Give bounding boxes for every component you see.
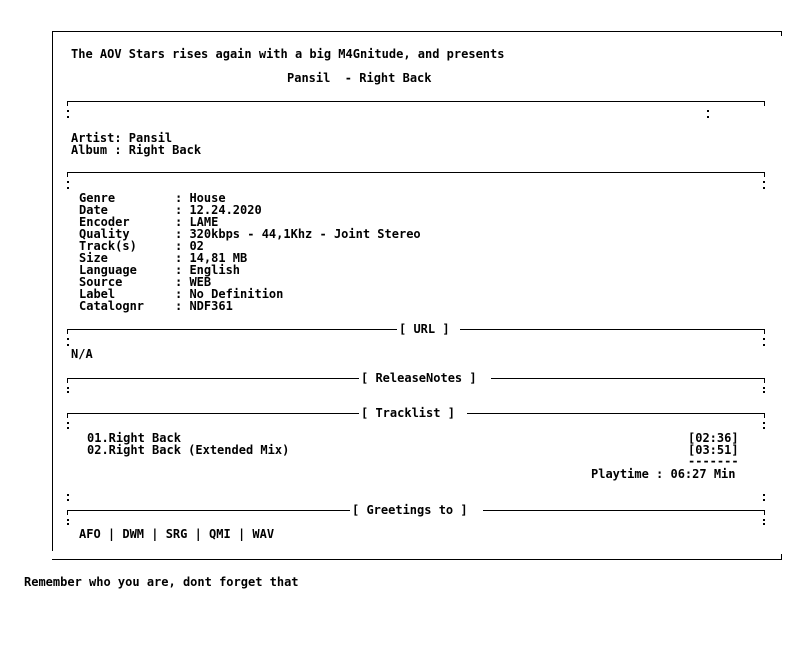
section-rule (483, 510, 765, 511)
frame-bottom-right-tick (781, 554, 782, 559)
detail-key: Catalognr (79, 299, 145, 313)
rule-right-tick (764, 510, 765, 515)
section-rule (67, 101, 765, 102)
rule-left-tick (67, 101, 68, 106)
detail-key: Label (79, 287, 116, 301)
detail-key: Genre (79, 191, 116, 205)
rule-left-tick (67, 413, 68, 418)
tracklist-heading: [ Tracklist ] (361, 406, 455, 420)
detail-key: Source (79, 275, 123, 289)
track-duration: [03:51] (688, 443, 739, 457)
detail-key: Date (79, 203, 108, 217)
rule-right-tick (764, 172, 765, 177)
greetings-groups: AFO | DWM | SRG | QMI | WAV (79, 527, 275, 541)
rule-left-tick (67, 329, 68, 334)
colon-dot (707, 116, 709, 118)
colon-dot (763, 391, 765, 393)
colon-dot (763, 344, 765, 346)
detail-value-text: 14,81 MB (189, 251, 248, 265)
rule-right-tick (764, 413, 765, 418)
detail-value: : LAME (175, 215, 219, 229)
detail-value: : WEB (175, 275, 212, 289)
colon-dot (763, 387, 765, 389)
colon-dot (763, 187, 765, 189)
detail-value: : English (175, 263, 241, 277)
colon-dot (67, 499, 69, 501)
colon-dot (707, 110, 709, 112)
colon-dot (763, 181, 765, 183)
section-rule (67, 413, 359, 414)
duration-rule: ------- (688, 454, 739, 468)
rule-left-tick (67, 378, 68, 383)
section-rule (67, 172, 765, 173)
colon-dot (763, 338, 765, 340)
detail-value: : 02 (175, 239, 204, 253)
url-heading: [ URL ] (399, 322, 450, 336)
detail-key: Encoder (79, 215, 130, 229)
colon-dot (763, 523, 765, 525)
detail-value: : NDF361 (175, 299, 233, 313)
playtime-total: Playtime : 06:27 Min (591, 467, 736, 481)
section-rule (460, 329, 765, 330)
url-value: N/A (71, 347, 93, 361)
detail-value-text: WEB (189, 275, 212, 289)
rule-right-tick (764, 329, 765, 334)
colon-dot (67, 523, 69, 525)
colon-dot (67, 427, 69, 429)
colon-dot (763, 519, 765, 521)
detail-value: : House (175, 191, 226, 205)
rule-right-tick (764, 101, 765, 106)
detail-value-text: 320kbps - 44,1Khz - Joint Stereo (189, 227, 421, 241)
section-rule (67, 378, 359, 379)
colon-dot (763, 499, 765, 501)
detail-value-text: 02 (189, 239, 204, 253)
colon-dot (763, 422, 765, 424)
detail-value: : 320kbps - 44,1Khz - Joint Stereo (175, 227, 421, 241)
frame-top-right-tick (781, 31, 782, 36)
release-title: Pansil - Right Back (287, 71, 432, 85)
colon-dot (67, 187, 69, 189)
detail-key: Quality (79, 227, 130, 241)
colon-dot (763, 427, 765, 429)
detail-value: : No Definition (175, 287, 284, 301)
greetings-heading: [ Greetings to ] (352, 503, 468, 517)
colon-dot (67, 338, 69, 340)
frame-bottom-rule (52, 559, 782, 560)
detail-key: Language (79, 263, 137, 277)
detail-value-text: 12.24.2020 (189, 203, 262, 217)
rule-left-tick (67, 172, 68, 177)
frame-top-rule (52, 31, 782, 32)
colon-dot (67, 181, 69, 183)
track-title: 01.Right Back (87, 431, 181, 445)
colon-dot (67, 519, 69, 521)
detail-value: : 12.24.2020 (175, 203, 262, 217)
colon-dot (67, 344, 69, 346)
rule-right-tick (764, 378, 765, 383)
release-notes-heading: [ ReleaseNotes ] (361, 371, 477, 385)
rule-left-tick (67, 510, 68, 515)
intro-line: The AOV Stars rises again with a big M4Gnitude, and presents (71, 47, 505, 61)
detail-value-text: House (189, 191, 226, 205)
track-title: 02.Right Back (Extended Mix) (87, 443, 290, 457)
artist-line: Artist: Pansil (71, 131, 173, 145)
colon-dot (67, 387, 69, 389)
track-duration: [02:36] (688, 431, 739, 445)
section-rule (67, 510, 350, 511)
section-rule (467, 413, 765, 414)
colon-dot (67, 116, 69, 118)
detail-key: Track(s) (79, 239, 137, 253)
detail-value-text: No Definition (189, 287, 284, 301)
colon-dot (67, 391, 69, 393)
frame-left-border (52, 31, 53, 551)
detail-value-text: LAME (189, 215, 219, 229)
detail-value-text: NDF361 (189, 299, 233, 313)
detail-key: Size (79, 251, 108, 265)
colon-dot (67, 110, 69, 112)
detail-value: : 14,81 MB (175, 251, 248, 265)
colon-dot (67, 422, 69, 424)
colon-dot (67, 494, 69, 496)
section-rule (67, 329, 397, 330)
footer-tagline: Remember who you are, dont forget that (24, 575, 299, 589)
colon-dot (763, 494, 765, 496)
album-line: Album : Right Back (71, 143, 202, 157)
detail-value-text: English (189, 263, 241, 277)
section-rule (491, 378, 765, 379)
